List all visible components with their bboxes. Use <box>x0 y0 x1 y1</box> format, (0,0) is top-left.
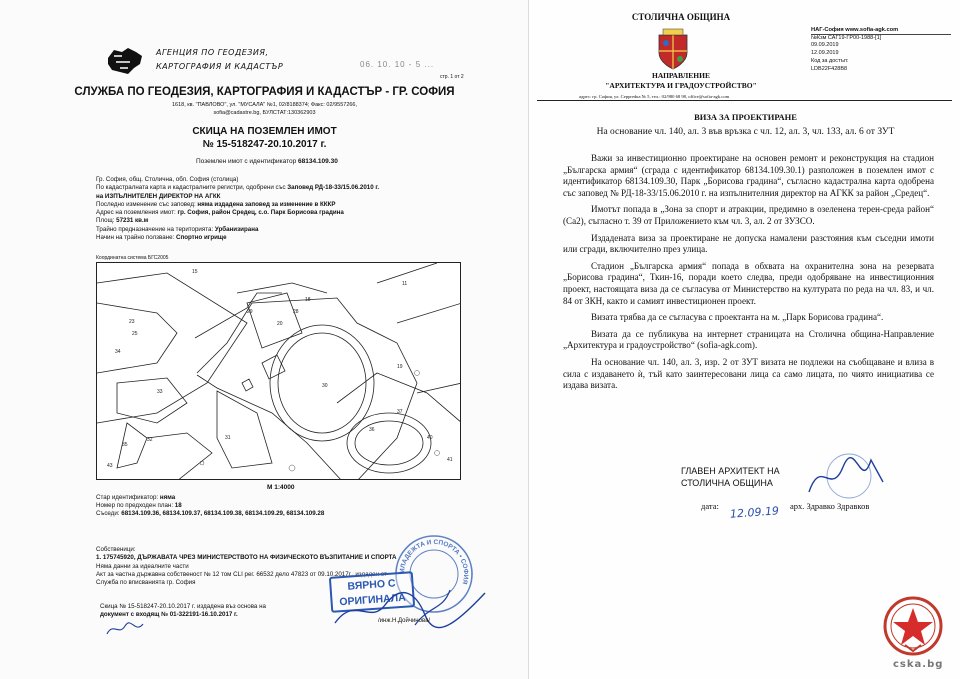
map-label-19: 19 <box>397 364 403 370</box>
map-label-34: 34 <box>115 349 121 355</box>
old-identifier-line <box>96 494 516 502</box>
agency-name-line2: КАРТОГРАФИЯ И КАДАСТЪР <box>156 62 284 71</box>
registration-date-2: 12.09.2019 <box>811 50 839 57</box>
true-copy-stamp-line2: ОРИГИНАЛА <box>338 591 407 609</box>
map-label-23: 23 <box>129 319 135 325</box>
cadastral-map <box>96 262 461 480</box>
visa-paragraph: Издадената виза за проектиране не допуска намалени разстояния към съседни имоти или сгради, включително през улица. <box>563 232 934 255</box>
identifier-value: 68134.109.30 <box>298 158 338 165</box>
signer-name: /инж.Н.Дойчинова/ <box>378 618 431 624</box>
last-change-line <box>96 201 506 209</box>
visa-paragraph: Визата да се публикува на интернет страницата на Столична община-Направление „Архитектура и градоустройство“ (sofia-agk.com). <box>563 328 934 351</box>
sketch-title-text: СКИЦА НА ПОЗЕМЛЕН ИМОТ <box>192 126 337 137</box>
map-label-18: 18 <box>305 297 311 303</box>
access-code-value: LDB22F428B8 <box>811 65 848 72</box>
sofia-coat-of-arms-icon <box>655 27 691 71</box>
map-label-28: 28 <box>293 309 299 315</box>
legal-basis: На основание чл. 140, ал. 3 във връзка с чл. 12, ал. 3, чл. 133, ал. 6 от ЗУТ <box>596 127 895 137</box>
registration-date-1: 09.09.2019 <box>811 42 839 49</box>
area-label: Площ: <box>96 217 115 225</box>
agency-name-line1: АГЕНЦИЯ ПО ГЕОДЕЗИЯ, <box>156 48 269 57</box>
address-line <box>96 209 506 217</box>
address-value: гр. София, район Средец, с.о. Парк Борисова градина <box>177 209 344 217</box>
neighbors-line <box>96 510 516 518</box>
purpose-line <box>96 226 506 234</box>
cska-club-logo <box>883 596 943 656</box>
service-title: СЛУЖБА ПО ГЕОДЕЗИЯ, КАРТОГРАФИЯ И КАДАСТЪР - ГР. СОФИЯ <box>74 86 455 98</box>
map-label-31: 31 <box>225 435 231 441</box>
plan-number-label: Номер по предходен план: <box>96 502 174 510</box>
department-address: адрес: гр. София, ул. Серpredка № 5, тел.: 02/980 68 98, office@sofia-agk.com <box>579 94 730 99</box>
map-label-40: 40 <box>427 435 433 441</box>
sketch-title <box>0 125 529 151</box>
map-label-29: 29 <box>247 309 253 315</box>
last-change-label: Последно изменение със заповед: <box>96 200 196 208</box>
stamp-number: 06. 10. 10 - 5 ... <box>360 60 435 69</box>
usage-label: Начин на трайно ползване: <box>96 234 175 242</box>
identifier-line <box>196 158 338 165</box>
footer-line1: Скица № 15-518247-20.10.2017 г. издадена въз основа на <box>100 603 266 610</box>
old-identifier-value: няма <box>159 494 176 501</box>
identifier-label: Поземлен имот с идентификатор <box>196 158 297 165</box>
map-label-11: 11 <box>402 281 408 287</box>
footer-line2: документ с входящ № 01-322191-16.10.2017 г. <box>100 611 238 619</box>
property-info <box>96 176 506 242</box>
map-label-15: 15 <box>192 269 198 275</box>
visa-paragraph: Важи за инвестиционно проектиране на основен ремонт и реконструкция на стадион „Българска армия“ (сграда с идентификатор 68134.109.30.1) разположен в поземлен имот с идентификатор 68134.109.30, Парк „Борисова градина“, съгласно кадастрална карта одобрена със заповед № РД-18-33/15.06.2010 г. на изпълнителния директор на АГКК за район „Средец“. <box>563 153 934 198</box>
chief-architect-name: арх. Здравко Здравков <box>790 501 870 511</box>
purpose-label: Трайно предназначение на територията: <box>96 225 214 233</box>
chief-architect-title <box>681 466 780 489</box>
plan-number-value: 18 <box>174 502 182 510</box>
chief-architect-line2: СТОЛИЧНА ОБЩИНА <box>681 477 773 488</box>
approval-line <box>96 184 506 192</box>
parcel-details <box>96 494 516 519</box>
date-label: дата: <box>701 501 719 511</box>
neighbors-label: Съседи: <box>96 510 120 518</box>
registration-number: №Кзм САГ19-ГР00-1988-[1] <box>811 34 882 41</box>
initials-signature <box>105 620 145 638</box>
seal-text: МЛАДЕЖТА И СПОРТА • СОФИЯ <box>398 538 470 585</box>
visa-paragraph: На основание чл. 140, ал. 3, изр. 2 от ЗУТ визата не подлежи на съобщаване и влиза в сила с издаването ѝ, тъй като заинтересовани лица са само лицата, по чиято инициатива се издава визата. <box>563 356 934 391</box>
chief-architect-line1: ГЛАВЕН АРХИТЕКТ НА <box>681 466 780 476</box>
last-change-value: няма издадена заповед за изменение в КККР <box>197 200 336 208</box>
service-address <box>0 101 529 117</box>
department-line2: "АРХИТЕКТУРА И ГРАДОУСТРОЙСТВО" <box>605 81 757 90</box>
usage-line <box>96 234 506 242</box>
ideal-parts: Няма данни за идеалните части <box>96 562 189 570</box>
registration-divider <box>811 34 951 35</box>
purpose-value: Урбанизирана <box>214 225 259 233</box>
visa-body <box>563 153 934 397</box>
owners-label: Собственици: <box>96 546 136 553</box>
service-address-line1: 1618, кв. "ПАВЛОВО", ул. "МУСАЛА" №1, 02/8188374; Факс: 02/9557266, <box>171 102 358 108</box>
plan-number-line <box>96 502 516 510</box>
service-address-line2: sofia@cadastre.bg, БУЛСТАТ:130362903 <box>213 110 316 116</box>
true-copy-stamp-line1: ВЯРНО С <box>347 577 396 593</box>
deed-registry: Служба по вписванията гр. София <box>96 579 196 587</box>
sketch-number: № 15-518247-20.10.2017 г. <box>202 139 327 150</box>
municipality-title: СТОЛИЧНА ОБЩИНА <box>631 12 731 22</box>
agency-bulgaria-map-logo <box>104 40 146 82</box>
visa-title: ВИЗА ЗА ПРОЕКТИРАНЕ <box>694 112 797 122</box>
deed-line: Акт за частна държавна собственост № 12 том CLI рег. 66532 дело 47823 от 09.10.2017г., издаден от <box>96 570 387 578</box>
department-title <box>571 71 791 91</box>
map-label-25: 25 <box>132 331 138 337</box>
map-label-43: 43 <box>107 463 113 469</box>
area-line <box>96 217 506 225</box>
map-label-36: 36 <box>369 427 375 433</box>
neighbors-value: 68134.109.36, 68134.109.37, 68134.109.38, 68134.109.29, 68134.109.28 <box>121 510 325 518</box>
registration-header: НАГ-София www.sofia-agk.com <box>811 27 899 33</box>
map-label-20: 20 <box>277 321 283 327</box>
coordinate-system-label: Координатна система БГС2005 <box>96 255 169 261</box>
visa-paragraph: Имотът попада в „Зона за спорт и атракции, предимно в озеленена терен-среда район“ (Са2), съгласно т. 39 от Приложението към чл. 3, ал. 2 от ЗУЗСО. <box>563 204 934 226</box>
map-label-35: 35 <box>122 442 128 448</box>
map-label-33: 33 <box>157 389 163 395</box>
map-label-32: 32 <box>147 437 153 443</box>
site-watermark: cska.bg <box>893 659 944 670</box>
owner-entry: 1. 175745920, ДЪРЖАВАТА ЧРЕЗ МИНИСТЕРСТВОТО НА ФИЗИЧЕСКОТО ВЪЗПИТАНИЕ И СПОРТА <box>96 554 397 562</box>
header-divider <box>537 100 952 101</box>
page-counter: стр. 1 от 2 <box>440 74 464 80</box>
visa-paragraph: Стадион „Българска армия“ попада в обхвата на охранителна зона на резервата „Борисова градина“, Ткин-16, поради което следва, преди одобряване на инвестиционния проект, настоящата виза да се съгласува от Министерство на културата по реда на чл. 83, и чл. 84 от ЗКН, както и самият инвестиционен проект. <box>563 260 934 306</box>
visa-paragraph: Визата трябва да се съгласува с проектанта на м. „Парк Борисова градина“. <box>591 312 884 323</box>
map-label-37: 37 <box>397 409 403 415</box>
approval-label: По кадастралната карта и кадастралните регистри, одобрени със <box>96 184 286 192</box>
chief-architect-signature <box>801 452 891 502</box>
address-label: Адрес на поземления имот: <box>96 209 176 217</box>
map-label-41: 41 <box>447 457 453 463</box>
cadastral-map-drawing <box>97 263 461 480</box>
old-identifier-label: Стар идентификатор: <box>96 494 159 501</box>
department-line1: НАПРАВЛЕНИЕ <box>652 71 710 80</box>
access-code-label: Код за достъп: <box>811 57 849 64</box>
handwritten-date: 12.09.19 <box>729 504 780 521</box>
agency-name <box>156 46 283 74</box>
location-line: Гр. София, общ. Столична, обл. София (столица) <box>96 176 239 183</box>
approval-authority: на ИЗПЪЛНИТЕЛЕН ДИРЕКТОР НА АГКК <box>96 192 221 200</box>
design-visa-page <box>531 0 960 679</box>
usage-value: Спортно игрище <box>176 234 227 242</box>
map-scale: М 1:4000 <box>267 484 295 491</box>
approval-value: Заповед РД-18-33/15.06.2010 г. <box>287 184 380 192</box>
map-label-30: 30 <box>322 383 328 389</box>
area-value: 57231 кв.м <box>116 217 149 225</box>
